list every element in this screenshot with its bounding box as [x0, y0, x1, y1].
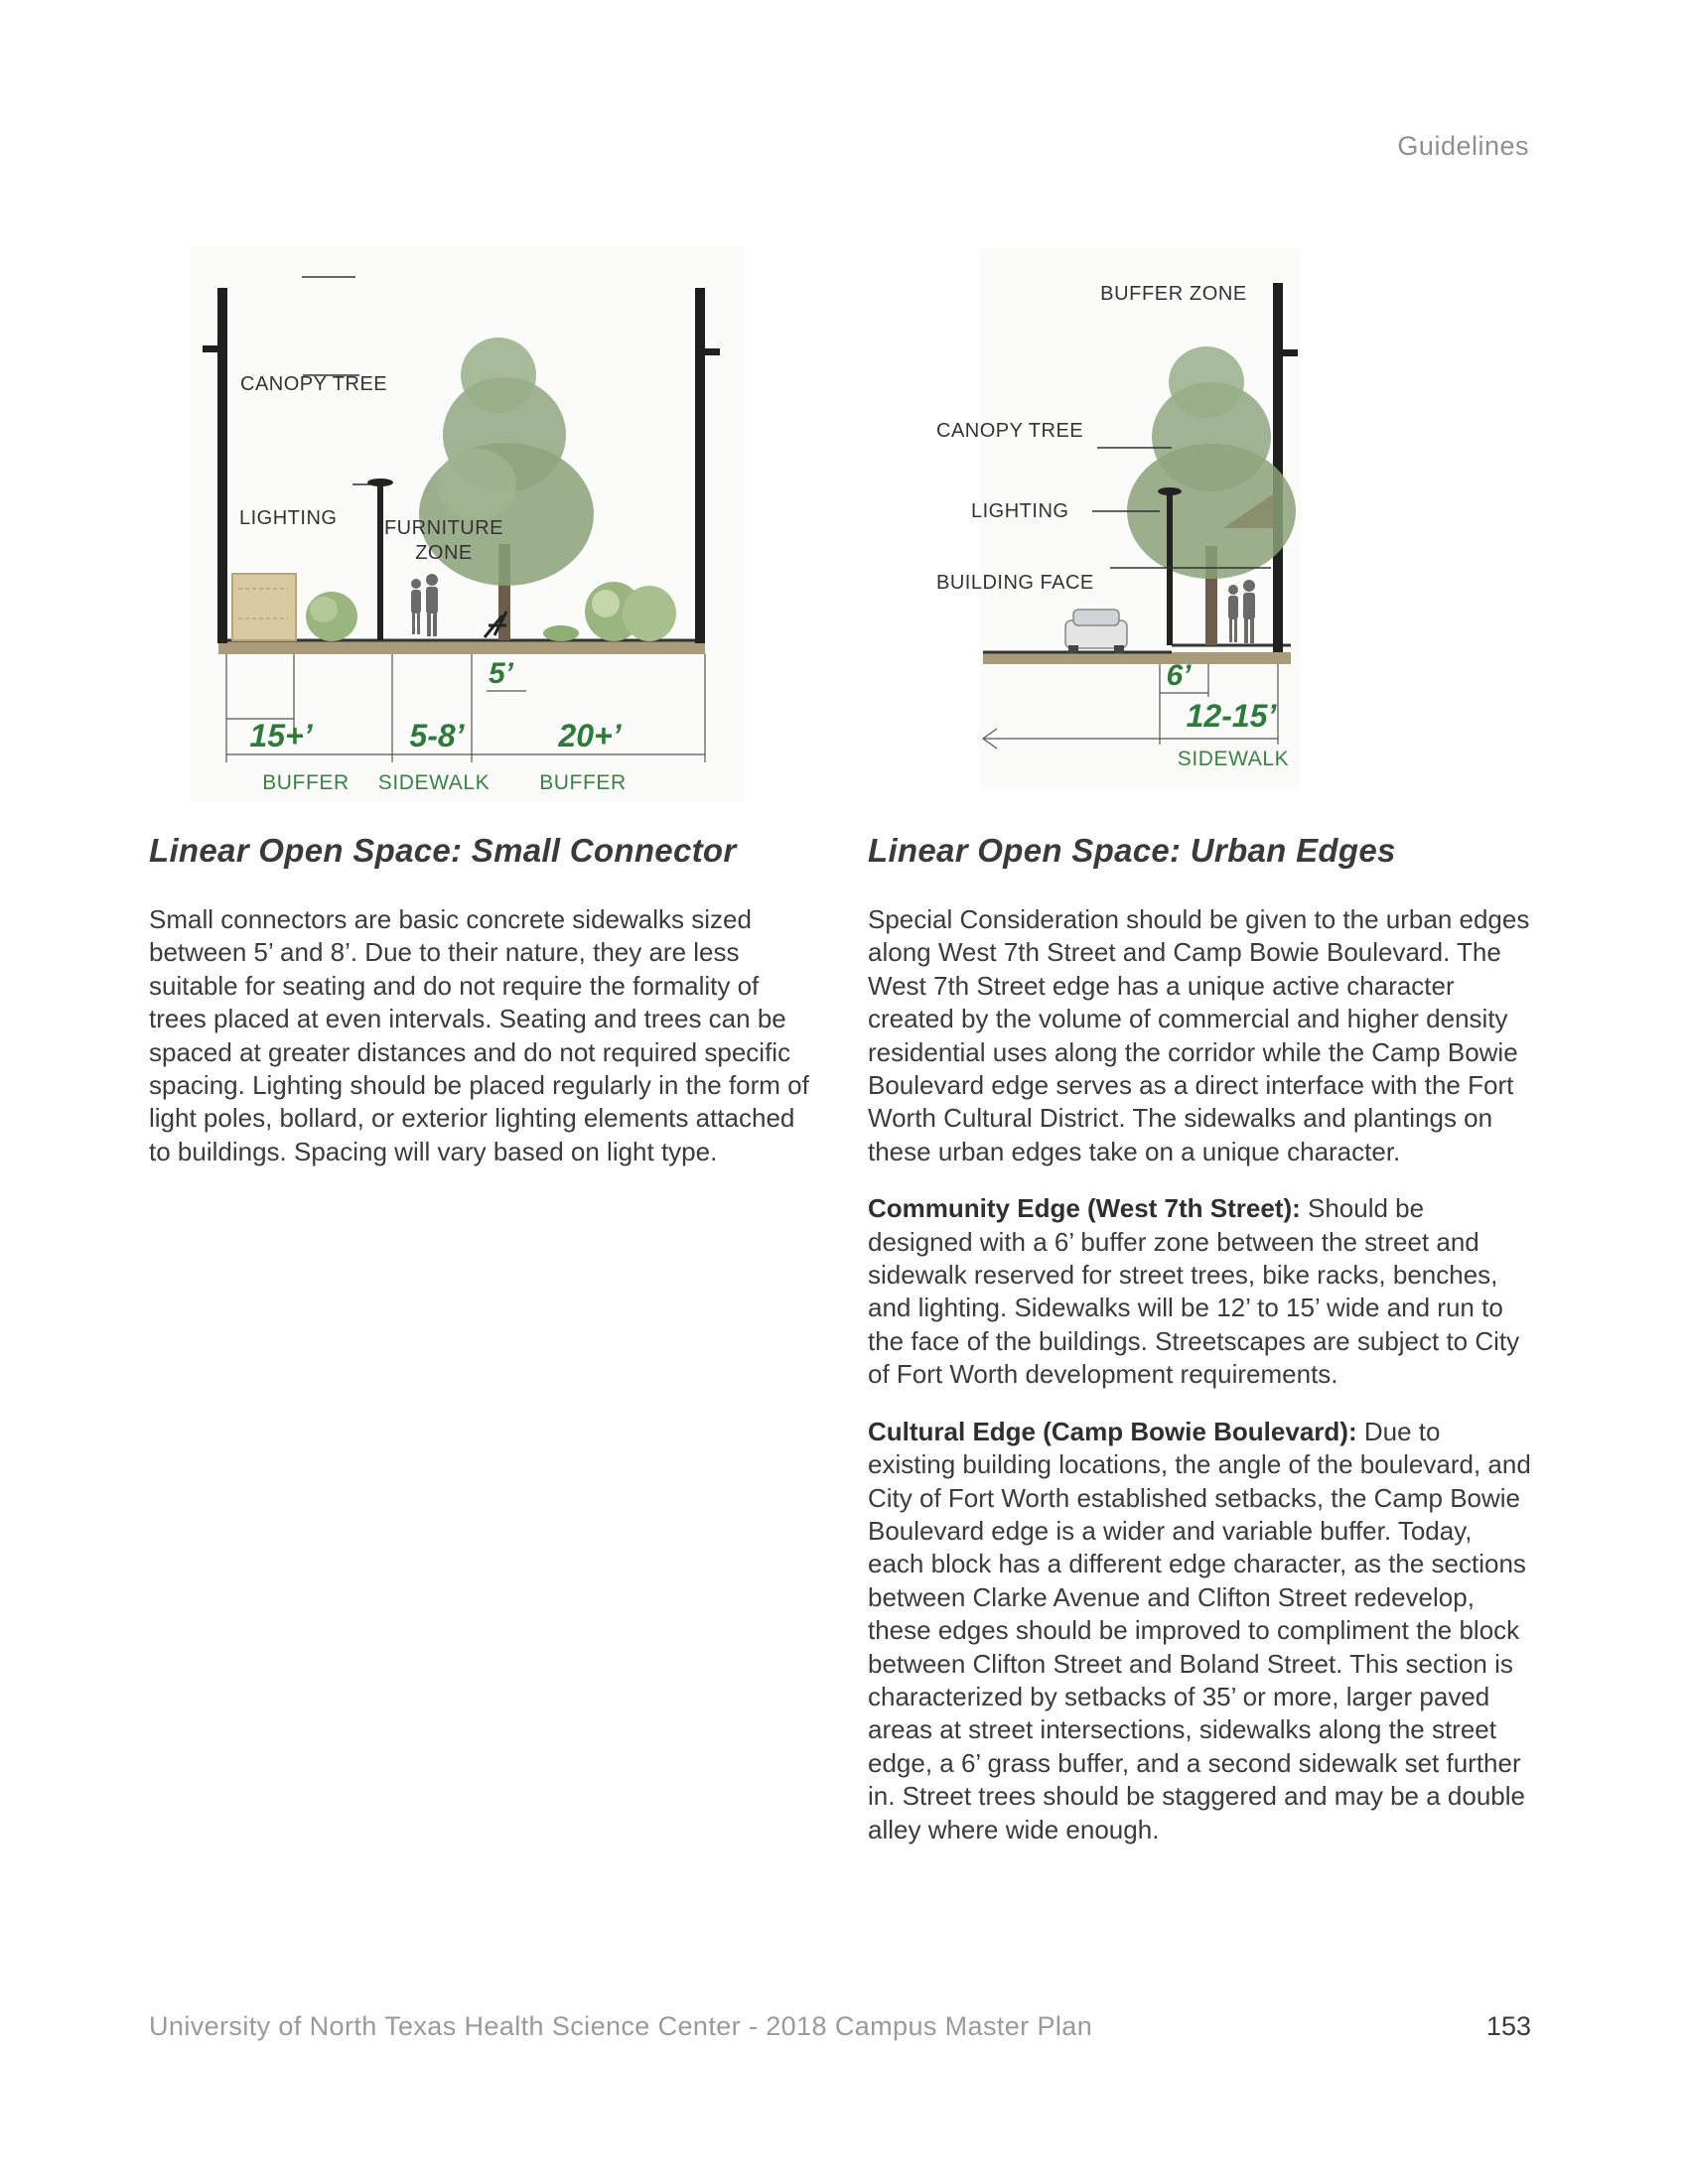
canopy-tree-label: CANOPY TREE [936, 420, 1084, 442]
urban-edges-title: Linear Open Space: Urban Edges [868, 832, 1396, 869]
buffer-right-zone-label: BUFFER [539, 771, 627, 794]
car-icon [1065, 610, 1127, 653]
lighting-label: LIGHTING [239, 507, 338, 529]
canopy-tree-label: CANOPY TREE [240, 373, 388, 395]
sidewalk-zone-label: SIDEWALK [377, 771, 491, 794]
section-label: Guidelines [1397, 131, 1529, 161]
small-connector-body: Small connectors are basic concrete sidewalks sized between 5’ and 8’. Due to their nature, they are less suitable for seating and do not require the formality of trees placed at even intervals. Seating and trees can be spaced at greater distances and do not required specific spacing. Lighting should be placed regularly in the form of light poles, bollard, or exterior lighting elements attached to buildings. Spacing will vary based on light type. [149, 904, 809, 1166]
footer-publication: University of North Texas Health Science Center - 2018 Campus Master Plan [149, 2011, 1093, 2041]
buffer-left-dimension: 15+’ [249, 718, 313, 753]
buffer-right-dimension: 20+’ [558, 718, 622, 753]
cultural-edge-lead: Cultural Edge (Camp Bowie Boulevard): [868, 1416, 1357, 1446]
urban-edges-intro: Special Consideration should be given to the urban edges along West 7th Street and Camp Bowie Boulevard. The West 7th Street edge has a unique active character created by the volume of commercial and higher density residential uses along the corridor while the Camp Bowie Boulevard edge serves as a direct interface with the Fort Worth Cultural District. The sidewalks and plantings on these urban edges take on a unique character. [868, 904, 1530, 1166]
sidewalk-zone-label: SIDEWALK [1177, 748, 1290, 770]
sidewalk-dimension: 5-8’ [409, 718, 465, 753]
wall-ledge-right [704, 348, 720, 355]
building-wall-right [695, 288, 705, 643]
urban-edges-section [868, 832, 1533, 1870]
buffer-left-zone-label: BUFFER [262, 771, 350, 794]
urban-edges-section-diagram [923, 248, 1370, 789]
small-connector-section [149, 832, 814, 1192]
building-wall-left [217, 288, 227, 643]
community-edge-paragraph [868, 1192, 1533, 1391]
sidewalk-dimension: 12-15’ [1186, 698, 1277, 734]
building-face-label: BUILDING FACE [936, 572, 1094, 594]
ground-strip [983, 652, 1291, 664]
community-edge-body: Should be designed with a 6’ buffer zone between the street and sidewalk reserved for street trees, bike racks, benches, and lighting. Sidewalks will be 12’ to 15’ wide and run to the face of the buildings. Streetscapes are subject to City of Fort Worth development requirements. [868, 1193, 1520, 1390]
ground-strip [218, 640, 705, 654]
lighting-label: LIGHTING [971, 500, 1069, 522]
small-connector-section-diagram [189, 246, 745, 802]
cultural-edge-body: Due to existing building locations, the angle of the boulevard, and City of Fort Worth established setbacks, the Camp Bowie Boulevard edge is a wider and variable buffer. Today, each block has a different edge character, as the sections between Clarke Avenue and Clifton Street redevelop, these edges should be improved to compliment the block between Clifton Street and Boland Street. This section is characterized by setbacks of 35’ or more, larger paved areas at street intersections, sidewalks along the street edge, a 6’ grass buffer, and a second sidewalk set further in. Street trees should be staggered and may be a double alley where wide enough. [868, 1416, 1531, 1844]
cultural-edge-paragraph [868, 1416, 1533, 1846]
shrub-icon [543, 625, 579, 641]
planter-box [232, 574, 296, 640]
community-edge-lead: Community Edge (West 7th Street): [868, 1193, 1301, 1224]
shrub-icon [306, 592, 357, 641]
buffer-dimension: 6’ [1166, 659, 1192, 692]
small-connector-title: Linear Open Space: Small Connector [149, 832, 737, 869]
wall-ledge-left [203, 345, 218, 352]
wall-ledge [1282, 349, 1298, 356]
page-number: 153 [1485, 2011, 1531, 2041]
furniture-zone-label-line2: ZONE [415, 542, 473, 564]
shrub-icon [585, 582, 676, 641]
buffer-zone-label: BUFFER ZONE [1100, 283, 1247, 305]
furniture-zone-label-line1: FURNITURE [383, 517, 504, 539]
furniture-dimension: 5’ [489, 657, 514, 690]
